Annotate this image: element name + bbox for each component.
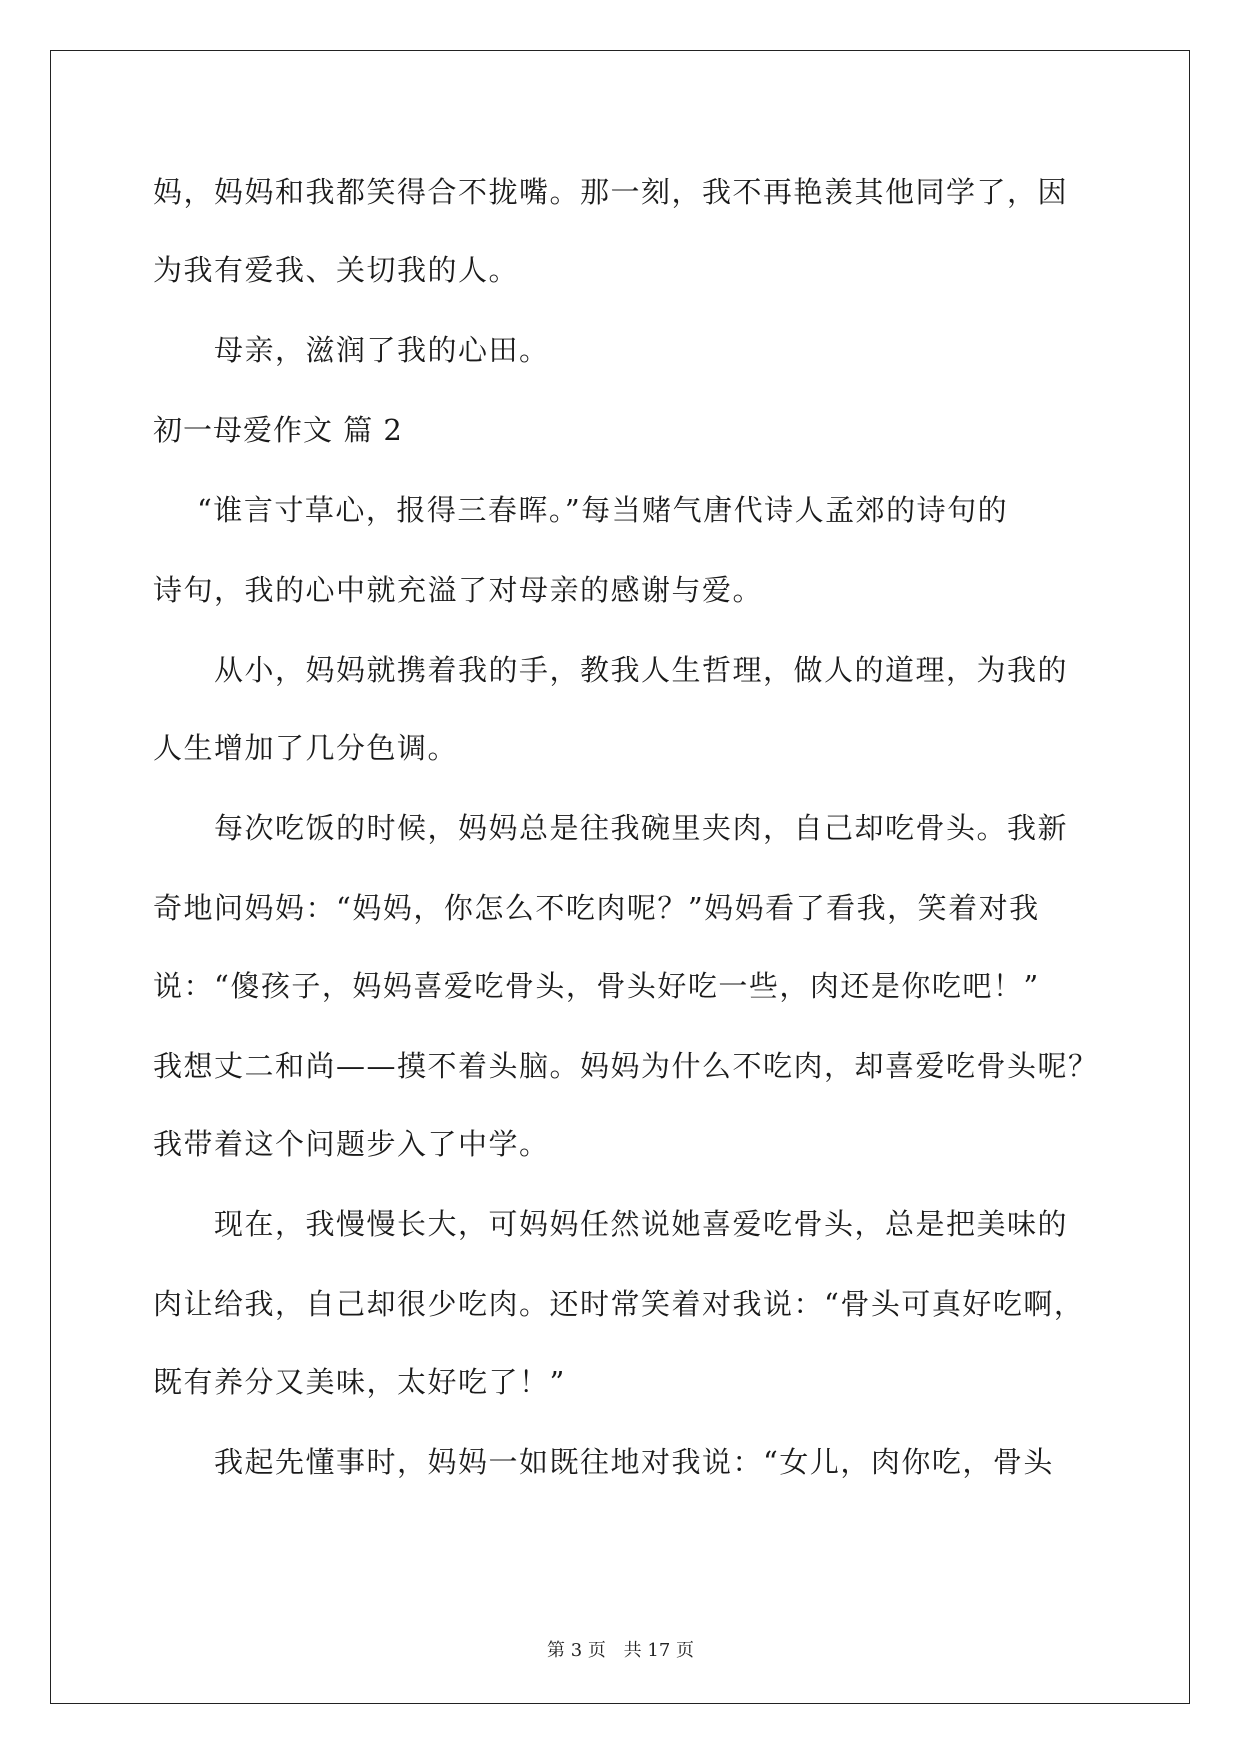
paragraph-line: 为我有爱我、关切我的人。 bbox=[153, 253, 520, 287]
section-heading: 初一母爱作文 篇 2 bbox=[153, 413, 403, 447]
paragraph-line: 现在，我慢慢长大，可妈妈任然说她喜爱吃骨头，总是把美味的 bbox=[214, 1207, 1069, 1241]
paragraph-line: 从小，妈妈就携着我的手，教我人生哲理，做人的道理，为我的 bbox=[214, 653, 1069, 687]
paragraph-line: 奇地问妈妈：“妈妈，你怎么不吃肉呢？”妈妈看了看我，笑着对我 bbox=[153, 891, 1040, 925]
paragraph-line: 我想丈二和尚——摸不着头脑。妈妈为什么不吃肉，却喜爱吃骨头呢？ bbox=[153, 1049, 1099, 1083]
paragraph-line: 诗句，我的心中就充溢了对母亲的感谢与爱。 bbox=[153, 573, 764, 607]
paragraph-line: 母亲，滋润了我的心田。 bbox=[214, 333, 550, 367]
paragraph-line: 说：“傻孩子，妈妈喜爱吃骨头，骨头好吃一些，肉还是你吃吧！” bbox=[153, 969, 1040, 1003]
paragraph-line: 既有养分又美味，太好吃了！” bbox=[153, 1365, 566, 1399]
paragraph-line: 妈，妈妈和我都笑得合不拢嘴。那一刻，我不再艳羡其他同学了，因 bbox=[153, 175, 1069, 209]
paragraph-line: 每次吃饭的时候，妈妈总是往我碗里夹肉，自己却吃骨头。我新 bbox=[214, 811, 1069, 845]
paragraph-line: 肉让给我，自己却很少吃肉。还时常笑着对我说：“骨头可真好吃啊， bbox=[153, 1287, 1085, 1321]
paragraph-line: “谁言寸草心，报得三春晖。”每当赌气唐代诗人孟郊的诗句的 bbox=[197, 493, 1009, 527]
paragraph-line: 我起先懂事时，妈妈一如既往地对我说：“女儿，肉你吃，骨头 bbox=[214, 1445, 1054, 1479]
page-number: 第 3 页 bbox=[547, 1640, 606, 1661]
page-total: 共 17 页 bbox=[623, 1640, 694, 1661]
page-footer bbox=[0, 1636, 1241, 1662]
paragraph-line: 我带着这个问题步入了中学。 bbox=[153, 1127, 550, 1161]
paragraph-line: 人生增加了几分色调。 bbox=[153, 731, 459, 765]
